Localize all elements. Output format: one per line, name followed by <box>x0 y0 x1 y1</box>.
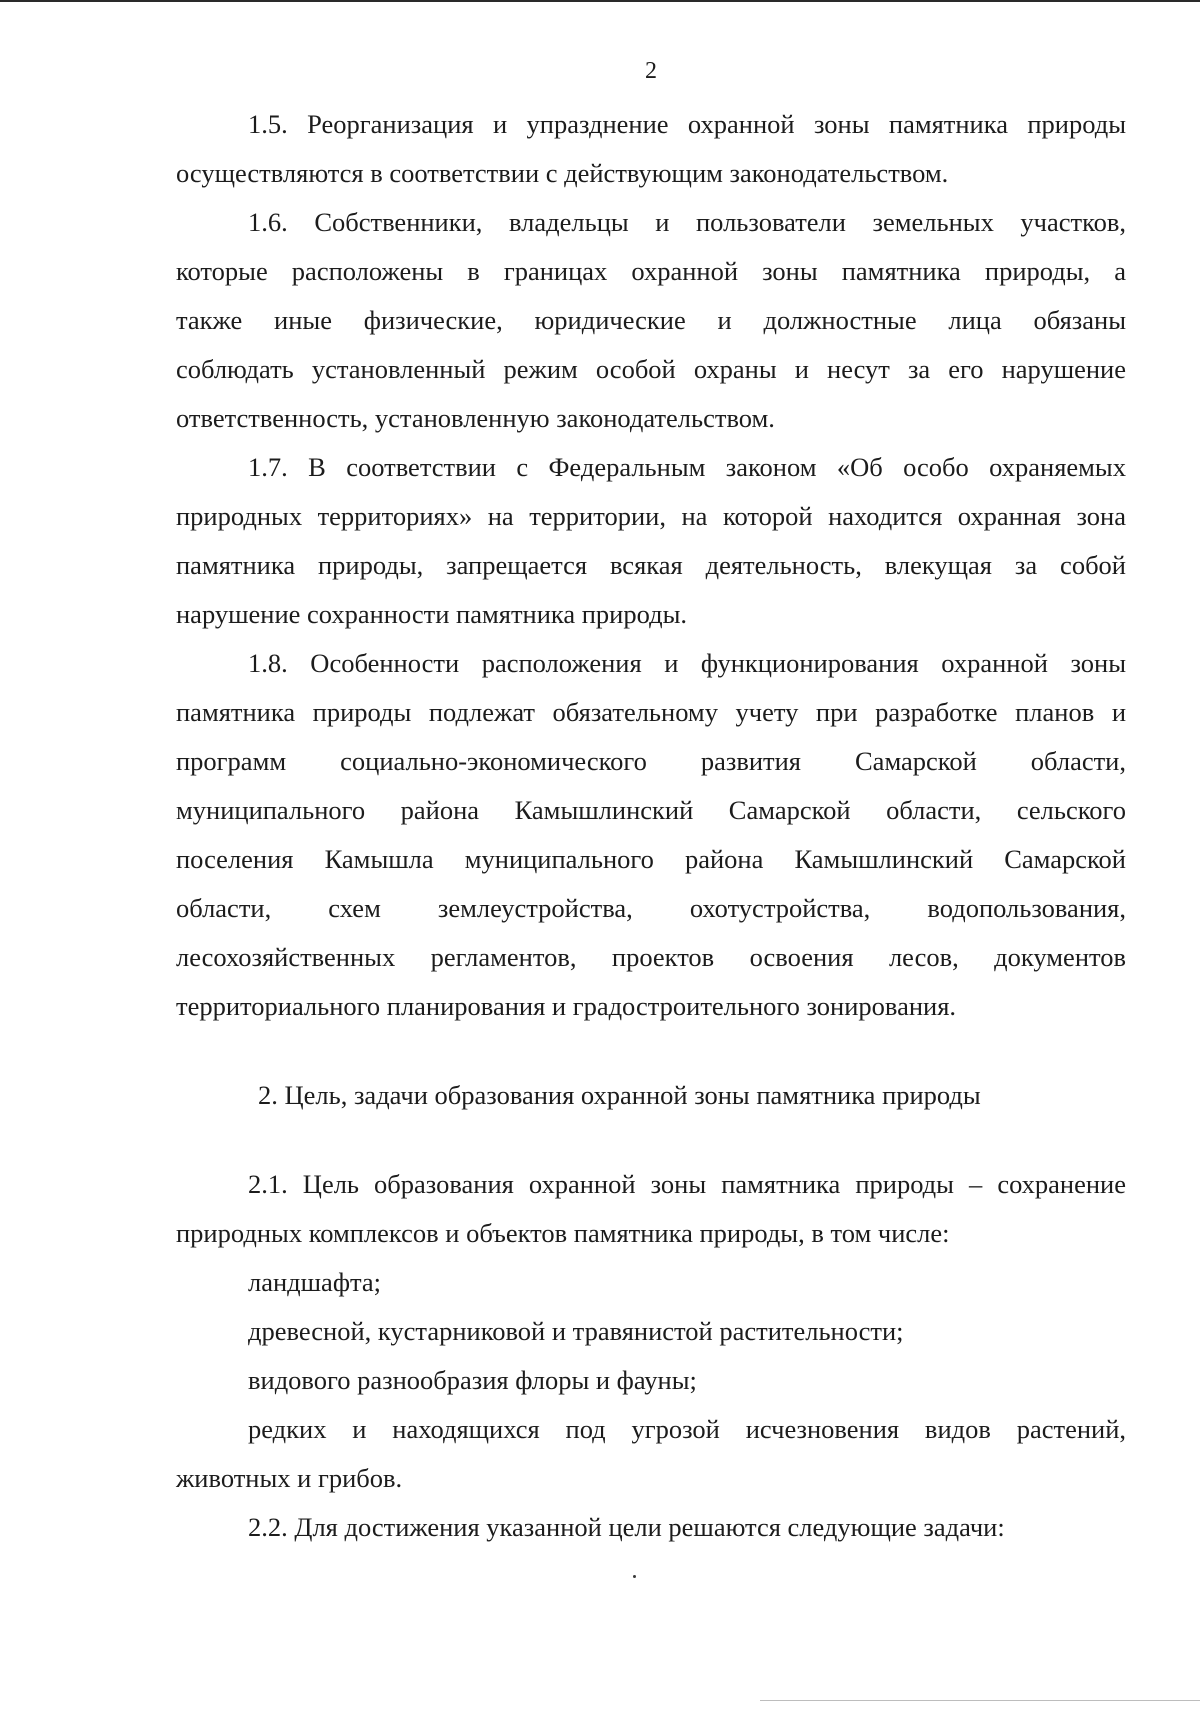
text-line: 1.6. Собственники, владельцы и пользователи земельных участков, <box>248 207 1126 237</box>
text-line: животных и грибов. <box>176 1463 403 1493</box>
paragraph-1-7 <box>176 443 1126 639</box>
scan-edge-top <box>0 0 1200 2</box>
text-line: ответственность, установленную законодательством. <box>176 403 775 433</box>
scan-edge-bottom <box>760 1700 1200 1701</box>
paragraph-2-2 <box>176 1503 1126 1552</box>
text-line: памятника природы подлежат обязательному учету при разработке планов и <box>176 697 1126 727</box>
text-line: муниципального района Камышлинский Самарской области, сельского <box>176 795 1126 825</box>
text-line: 1.8. Особенности расположения и функционирования охранной зоны <box>248 648 1126 678</box>
text-line: 2.2. Для достижения указанной цели решаются следующие задачи: <box>248 1512 1005 1542</box>
text-line: соблюдать установленный режим особой охраны и несут за его нарушение <box>176 354 1126 384</box>
document-body <box>176 100 1126 1552</box>
text-line: которые расположены в границах охранной зоны памятника природы, а <box>176 256 1126 286</box>
paragraph-rare-species <box>176 1405 1126 1503</box>
text-line: 2.1. Цель образования охранной зоны памятника природы – сохранение <box>248 1169 1126 1199</box>
list-item: древесной, кустарниковой и травянистой растительности; <box>248 1316 904 1346</box>
text-line: 1.5. Реорганизация и упразднение охранной зоны памятника природы <box>248 109 1126 139</box>
text-line: лесохозяйственных регламентов, проектов освоения лесов, документов <box>176 942 1126 972</box>
section-2-heading: 2. Цель, задачи образования охранной зоны памятника природы <box>258 1080 981 1110</box>
text-line: также иные физические, юридические и должностные лица обязаны <box>176 305 1126 335</box>
goal-list <box>176 1258 1126 1405</box>
text-line: осуществляются в соответствии с действующим законодательством. <box>176 158 949 188</box>
paragraph-2-1 <box>176 1160 1126 1258</box>
paragraph-1-8 <box>176 639 1126 1031</box>
paragraph-1-5 <box>176 100 1126 198</box>
list-item: ландшафта; <box>248 1267 382 1297</box>
text-line: памятника природы, запрещается всякая деятельность, влекущая за собой <box>176 550 1126 580</box>
text-line: 1.7. В соответствии с Федеральным законом «Об особо охраняемых <box>248 452 1126 482</box>
text-line: природных комплексов и объектов памятника природы, в том числе: <box>176 1218 950 1248</box>
text-line: нарушение сохранности памятника природы. <box>176 599 688 629</box>
paragraph-1-6 <box>176 198 1126 443</box>
text-line: редких и находящихся под угрозой исчезновения видов растений, <box>248 1414 1126 1444</box>
scan-speck <box>633 1575 636 1578</box>
text-line: области, схем землеустройства, охотустройства, водопользования, <box>176 893 1126 923</box>
text-line: программ социально-экономического развития Самарской области, <box>176 746 1126 776</box>
list-item: видового разнообразия флоры и фауны; <box>248 1365 697 1395</box>
text-line: поселения Камышла муниципального района Камышлинский Самарской <box>176 844 1126 874</box>
page-number: 2 <box>645 58 657 84</box>
text-line: природных территориях» на территории, на которой находится охранная зона <box>176 501 1126 531</box>
text-line: территориального планирования и градостроительного зонирования. <box>176 991 957 1021</box>
